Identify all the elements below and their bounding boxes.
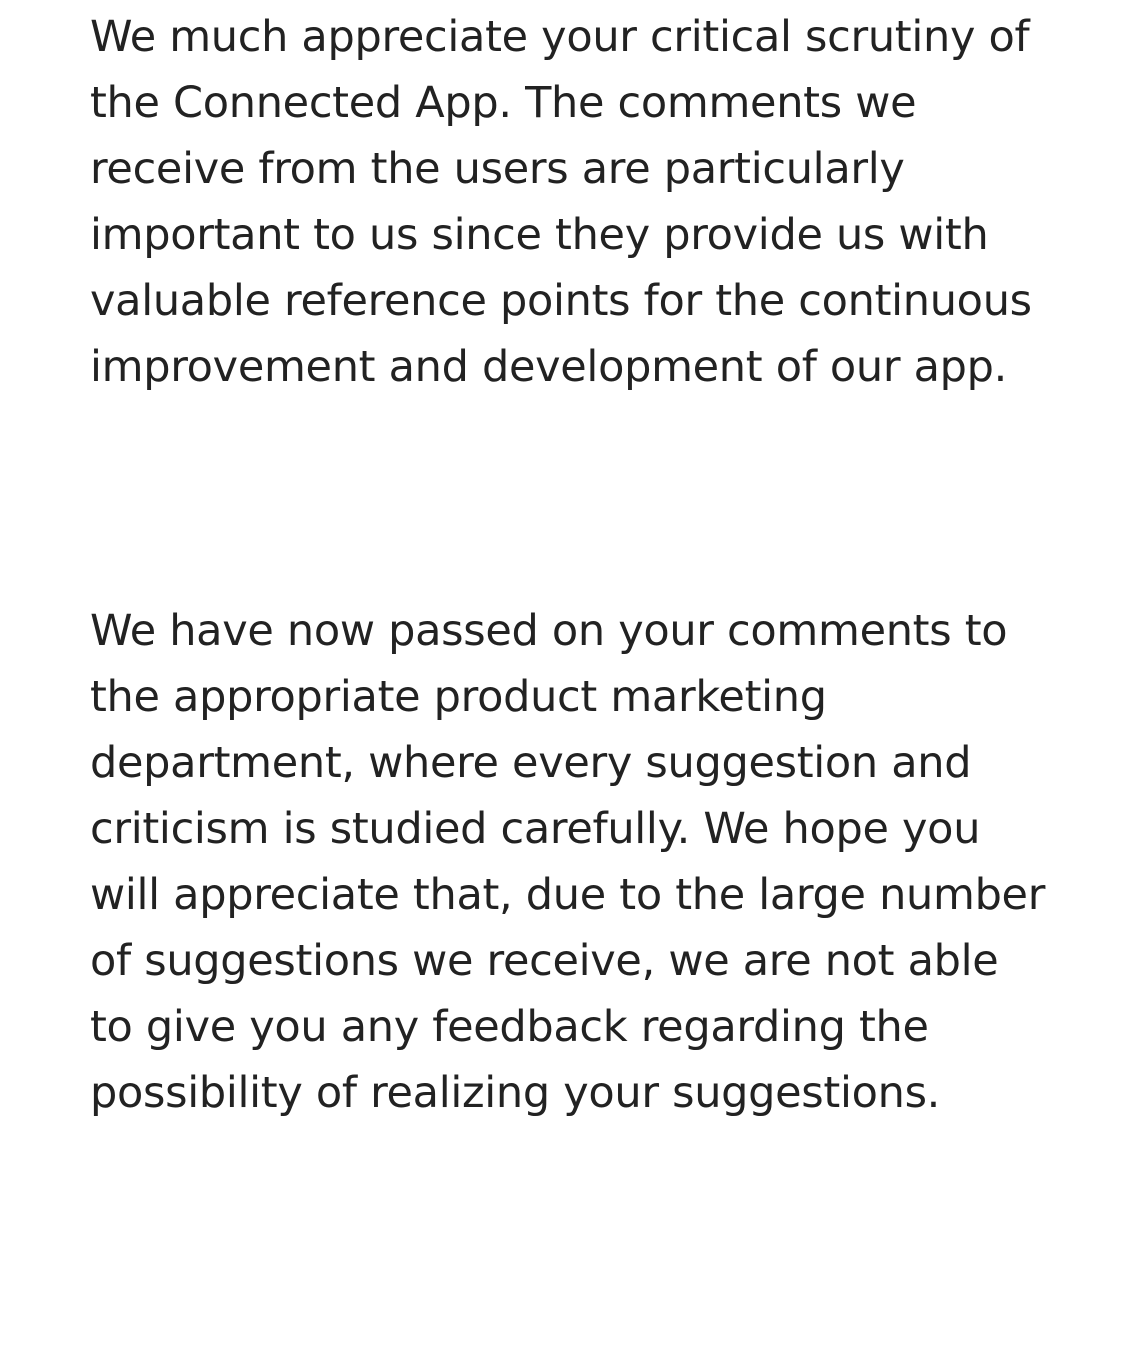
message-body bbox=[90, 4, 1050, 1126]
message-paragraph-appreciation: We much appreciate your critical scrutiny of the Connected App. The comments we receive from the users are particularly important to us since they provide us with valuable reference points for the continuous improvement and development of our app. bbox=[90, 12, 1032, 392]
message-paragraph-feedback-policy: We have now passed on your comments to the appropriate product marketing department, where every suggestion and criticism is studied carefully. We hope you will appreciate that, due to the large number of suggestions we receive, we are not able to give you any feedback regarding the possibility of realizing your suggestions. bbox=[90, 606, 1046, 1118]
